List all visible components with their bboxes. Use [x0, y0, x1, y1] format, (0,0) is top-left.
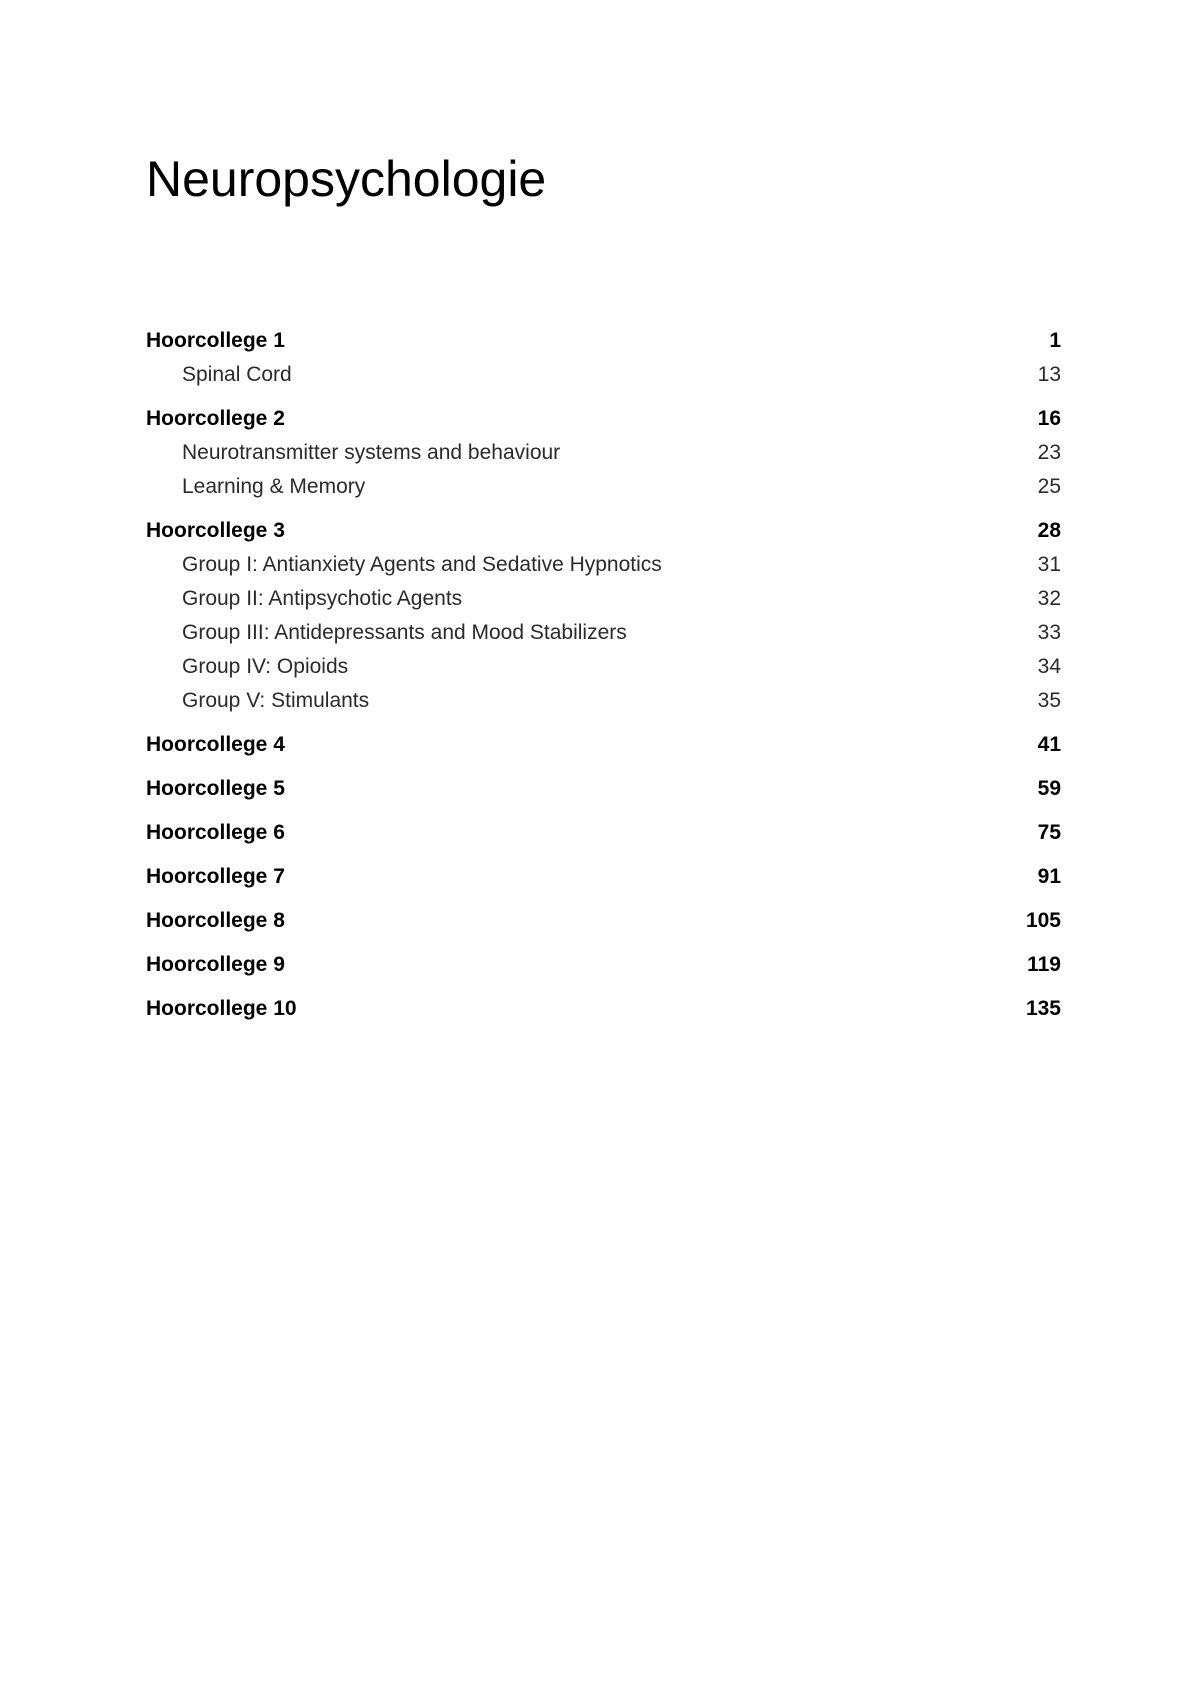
toc-section: [146, 402, 1061, 504]
toc-subentry-label: Group IV: Opioids: [182, 655, 349, 678]
toc-subentry-page-number: 13: [1037, 363, 1061, 386]
toc-entry-label: Hoorcollege 2: [146, 407, 285, 430]
toc-entry-chapter[interactable]: [146, 772, 1061, 806]
toc-subentry-page-number: 25: [1037, 475, 1061, 498]
toc-section: [146, 992, 1061, 1026]
toc-entry-chapter[interactable]: [146, 992, 1061, 1026]
table-of-contents: [146, 324, 1061, 1036]
toc-entry-label: Hoorcollege 3: [146, 519, 285, 542]
toc-entry-subsection[interactable]: [146, 436, 1061, 470]
toc-section: [146, 728, 1061, 762]
toc-entry-chapter[interactable]: [146, 402, 1061, 436]
toc-entry-page-number: 16: [1037, 407, 1061, 430]
toc-entry-subsection[interactable]: [146, 548, 1061, 582]
toc-entry-subsection[interactable]: [146, 684, 1061, 718]
toc-subentry-label: Group V: Stimulants: [182, 689, 370, 712]
document-title: Neuropsychologie: [146, 151, 547, 207]
toc-entry-page-number: 59: [1037, 777, 1061, 800]
toc-section: [146, 948, 1061, 982]
toc-subentry-page-number: 31: [1037, 553, 1061, 576]
toc-section: [146, 772, 1061, 806]
toc-entry-subsection[interactable]: [146, 358, 1061, 392]
toc-entry-label: Hoorcollege 9: [146, 953, 285, 976]
toc-entry-subsection[interactable]: [146, 582, 1061, 616]
toc-subentry-label: Spinal Cord: [182, 363, 292, 386]
toc-entry-label: Hoorcollege 4: [146, 733, 285, 756]
toc-entry-label: Hoorcollege 10: [146, 997, 297, 1020]
toc-entry-subsection[interactable]: [146, 650, 1061, 684]
toc-subentry-label: Learning & Memory: [182, 475, 366, 498]
toc-subentry-page-number: 34: [1037, 655, 1061, 678]
toc-entry-page-number: 75: [1037, 821, 1061, 844]
toc-section: [146, 514, 1061, 718]
toc-entry-chapter[interactable]: [146, 860, 1061, 894]
toc-subentry-label: Group I: Antianxiety Agents and Sedative Hypnotics: [182, 553, 662, 576]
toc-subentry-page-number: 33: [1037, 621, 1061, 644]
toc-entry-label: Hoorcollege 5: [146, 777, 285, 800]
toc-entry-label: Hoorcollege 7: [146, 865, 285, 888]
toc-entry-chapter[interactable]: [146, 816, 1061, 850]
toc-subentry-page-number: 23: [1037, 441, 1061, 464]
toc-subentry-page-number: 35: [1037, 689, 1061, 712]
toc-entry-page-number: 1: [1049, 329, 1061, 352]
toc-subentry-label: Neurotransmitter systems and behaviour: [182, 441, 561, 464]
toc-entry-page-number: 119: [1027, 953, 1061, 976]
toc-entry-page-number: 28: [1037, 519, 1061, 542]
toc-entry-label: Hoorcollege 1: [146, 329, 285, 352]
toc-entry-page-number: 41: [1037, 733, 1061, 756]
toc-entry-chapter[interactable]: [146, 324, 1061, 358]
toc-entry-label: Hoorcollege 6: [146, 821, 285, 844]
toc-entry-chapter[interactable]: [146, 514, 1061, 548]
toc-entry-chapter[interactable]: [146, 948, 1061, 982]
toc-entry-label: Hoorcollege 8: [146, 909, 285, 932]
toc-subentry-page-number: 32: [1037, 587, 1061, 610]
toc-entry-subsection[interactable]: [146, 470, 1061, 504]
toc-section: [146, 860, 1061, 894]
toc-section: [146, 904, 1061, 938]
toc-section: [146, 816, 1061, 850]
toc-subentry-label: Group II: Antipsychotic Agents: [182, 587, 463, 610]
toc-subentry-label: Group III: Antidepressants and Mood Stabilizers: [182, 621, 627, 644]
toc-entry-chapter[interactable]: [146, 728, 1061, 762]
toc-entry-chapter[interactable]: [146, 904, 1061, 938]
toc-entry-page-number: 105: [1025, 909, 1061, 932]
toc-entry-subsection[interactable]: [146, 616, 1061, 650]
toc-section: [146, 324, 1061, 392]
toc-entry-page-number: 135: [1025, 997, 1061, 1020]
toc-entry-page-number: 91: [1037, 865, 1061, 888]
